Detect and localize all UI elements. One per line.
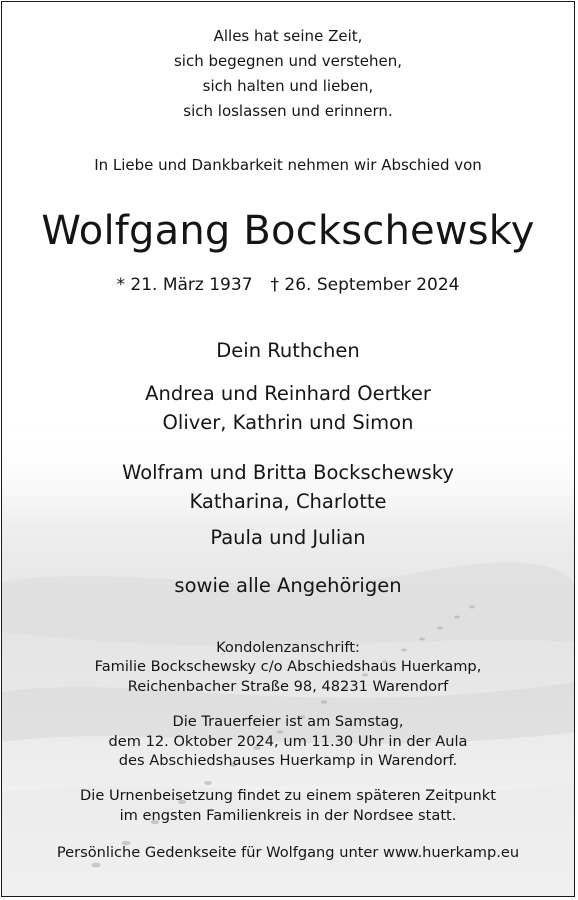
obituary-notice — [1, 1, 575, 897]
poem-line-4: sich loslassen und erinnern. — [183, 102, 393, 120]
funeral-info-line: des Abschiedshauses Huerkamp in Warendorf. — [118, 752, 458, 769]
life-dates — [2, 275, 574, 295]
family-line: Katharina, Charlotte — [189, 490, 387, 513]
memorial-page-link[interactable]: Persönliche Gedenkseite für Wolfgang unter www.huerkamp.eu — [56, 844, 520, 861]
condolence-heading: Kondolenzanschrift: — [216, 639, 360, 656]
condolence-address-line: Reichenbacher Straße 98, 48231 Warendorf — [127, 678, 449, 695]
family-line: Oliver, Kathrin und Simon — [162, 411, 414, 434]
family-line: Paula und Julian — [210, 526, 366, 549]
birth-date: * 21. März 1937 — [116, 275, 253, 295]
intro-text: In Liebe und Dankbarkeit nehmen wir Abschied von — [94, 156, 482, 174]
family-line: Andrea und Reinhard Oertker — [145, 382, 431, 405]
poem-line-1: Alles hat seine Zeit, — [213, 27, 363, 45]
partner-name: Dein Ruthchen — [216, 339, 360, 362]
funeral-info-line: Die Trauerfeier ist am Samstag, — [172, 713, 404, 730]
poem-line-2: sich begegnen und verstehen, — [173, 52, 403, 70]
burial-info-line: Die Urnenbeisetzung findet zu einem späteren Zeitpunkt — [80, 787, 496, 804]
family-line: Wolfram und Britta Bockschewsky — [122, 461, 454, 484]
burial-info-line: im engsten Familienkreis in der Nordsee statt. — [119, 807, 457, 824]
poem-line-3: sich halten und lieben, — [202, 77, 374, 95]
other-relatives: sowie alle Angehörigen — [174, 574, 402, 597]
funeral-info-line: dem 12. Oktober 2024, um 11.30 Uhr in der Aula — [108, 733, 468, 750]
death-date: † 26. September 2024 — [270, 275, 460, 295]
condolence-address-line: Familie Bockschewsky c/o Abschiedshaus Huerkamp, — [94, 658, 482, 675]
deceased-name: Wolfgang Bockschewsky — [41, 208, 535, 254]
